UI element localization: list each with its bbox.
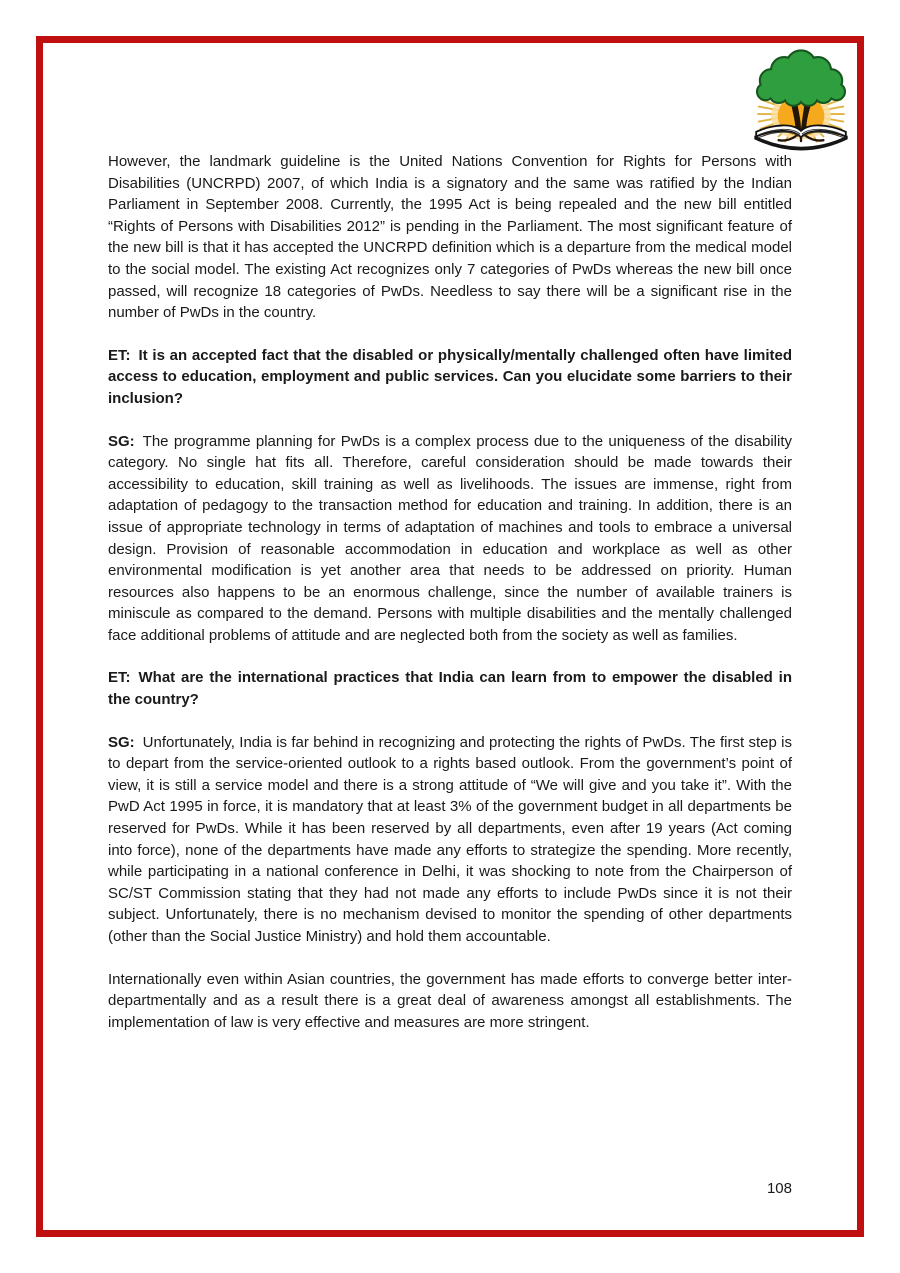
- paragraph-intro: [108, 151, 792, 324]
- paragraph-text: It is an accepted fact that the disabled or physically/mentally challenged often have limited access to education, employment and public services. Can you elucidate some barriers to their inclusion?: [108, 346, 792, 407]
- question-et-2: [108, 667, 792, 710]
- speaker-label-sg: SG:: [108, 733, 135, 751]
- answer-sg-2: [108, 732, 792, 948]
- speaker-label-et: ET:: [108, 346, 131, 364]
- speaker-label-sg: SG:: [108, 432, 135, 450]
- document-body: [108, 151, 792, 1033]
- paragraph-text: Internationally even within Asian countries, the government has made efforts to converge better inter-departmentally and as a result there is a great deal of awareness amongst all establishments. The implementation of law is very effective and measures are more stringent.: [108, 970, 792, 1031]
- page-number: 108: [766, 1180, 792, 1197]
- question-et-1: [108, 345, 792, 410]
- tree-canopy: [757, 51, 845, 106]
- paragraph-text: However, the landmark guideline is the United Nations Convention for Rights for Persons with Disabilities (UNCRPD) 2007, of which India is a signatory and the same was ratified by the Indian Parliament in September 2008. Currently, the 1995 Act is being repealed and the new bill entitled “Rights of Persons with Disabilities 2012” is pending in the Parliament. The most significant feature of the new bill is that it has accepted the UNCRPD definition which is a departure from the medical model to the social model. The existing Act recognizes only 7 categories of PwDs whereas the new bill once passed, will recognize 18 categories of PwDs. Needless to say there will be a significant rise in the number of PwDs in the country.: [108, 153, 792, 322]
- paragraph-closing: [108, 969, 792, 1034]
- answer-sg-1: [108, 431, 792, 647]
- paragraph-text: The programme planning for PwDs is a complex process due to the uniqueness of the disability category. No single hat fits all. Therefore, careful consideration should be made towards their accessibility to education, skill training as well as livelihoods. The issues are immense, right from adaptation of pedagogy to the transaction method for education and training. In addition, there is an issue of appropriate technology in terms of adaptation of machines and tools to embrace a universal design. Provision of reasonable accommodation in education and workplace as well as other environmental modification is yet another area that needs to be addressed on priority. Human resources also happens to be an enormous challenge, since the number of available trainers is miniscule as compared to the demand. Persons with multiple disabilities and the mentally challenged face additional problems of attitude and are neglected both from the society as well as families.: [108, 432, 792, 644]
- tree-book-logo-svg: [744, 45, 858, 157]
- speaker-label-et: ET:: [108, 669, 131, 687]
- paragraph-text: What are the international practices that India can learn from to empower the disabled in the country?: [108, 669, 792, 709]
- paragraph-text: Unfortunately, India is far behind in recognizing and protecting the rights of PwDs. The first step is to depart from the service-oriented outlook to a rights based outlook. From the government’s point of view, it is still a service model and there is a strong attitude of “We will give and you take it”. With the PwD Act 1995 in force, it is mandatory that at least 3% of the government budget in all departments be reserved for PwDs. While it has been reserved by all departments, even after 19 years (Act coming into force), none of the departments have made any efforts to strategize the spending. More recently, while participating in a national conference in Delhi, it was shocking to note from the Chairperson of SC/ST Commission stating that they had not made any efforts to include PwDs since it is not their subject. Unfortunately, there is no mechanism devised to monitor the spending of other departments (other than the Social Justice Ministry) and hold them accountable.: [108, 733, 792, 945]
- tree-book-logo: [744, 45, 858, 157]
